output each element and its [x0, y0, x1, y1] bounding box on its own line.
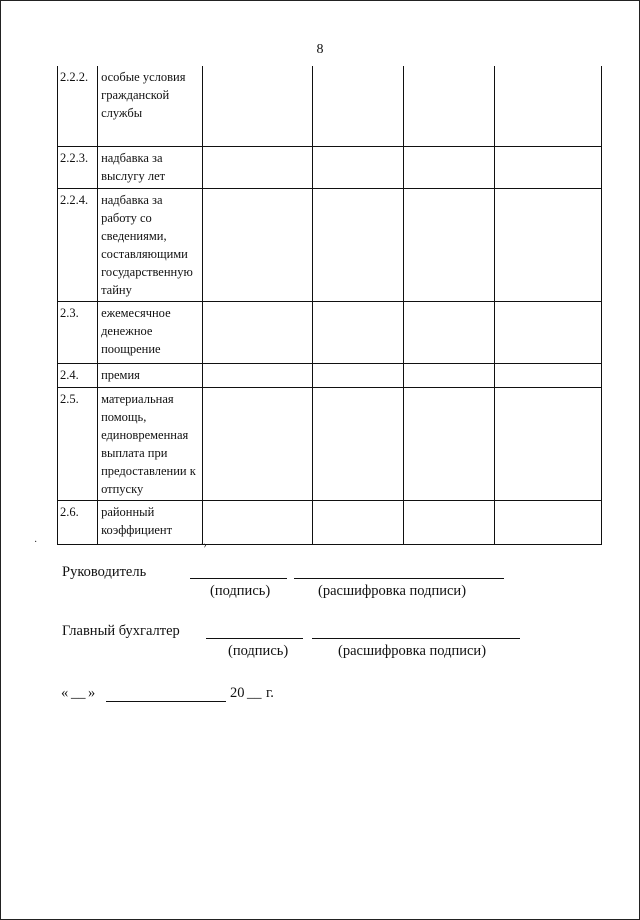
empty-cell — [203, 363, 313, 387]
date-year-suffix: г. — [266, 685, 274, 701]
empty-cell — [313, 188, 403, 301]
empty-cell — [403, 66, 494, 146]
empty-cell — [313, 66, 403, 146]
empty-cell — [494, 500, 601, 544]
head-signature-line — [190, 578, 287, 579]
date-open-quote: « — [61, 685, 69, 701]
head-decode-caption: (расшифровка подписи) — [318, 583, 467, 599]
row-label: ежемесячное денежное поощрение — [98, 301, 203, 363]
empty-cell — [203, 188, 313, 301]
payments-table — [57, 66, 602, 545]
empty-cell — [313, 500, 403, 544]
date-close-quote: » — [88, 685, 96, 701]
accountant-signature-caption: (подпись) — [228, 643, 289, 659]
empty-cell — [403, 301, 494, 363]
date-year-prefix: 20 — [230, 685, 245, 701]
row-number: 2.2.4. — [58, 188, 98, 301]
empty-cell — [203, 500, 313, 544]
empty-cell — [494, 363, 601, 387]
date-month-line — [106, 701, 226, 702]
empty-cell — [203, 387, 313, 500]
table-row — [58, 146, 602, 188]
row-number: 2.4. — [58, 363, 98, 387]
empty-cell — [403, 387, 494, 500]
table-row — [58, 387, 602, 500]
empty-cell — [203, 66, 313, 146]
accountant-label: Главный бухгалтер — [62, 623, 180, 639]
empty-cell — [313, 301, 403, 363]
empty-cell — [403, 363, 494, 387]
scan-artifact: ·› — [200, 540, 207, 551]
table-row — [58, 500, 602, 544]
table-row — [58, 188, 602, 301]
empty-cell — [494, 188, 601, 301]
row-label: надбавка за работу со сведениями, составляющими государственную тайну — [98, 188, 203, 301]
empty-cell — [494, 146, 601, 188]
empty-cell — [494, 301, 601, 363]
page-number: 8 — [316, 42, 324, 57]
row-label: надбавка за выслугу лет — [98, 146, 203, 188]
head-label: Руководитель — [62, 564, 147, 580]
empty-cell — [203, 301, 313, 363]
row-label: премия — [98, 363, 203, 387]
row-number: 2.6. — [58, 500, 98, 544]
accountant-decode-line — [312, 638, 520, 639]
date-year-blank: __ — [247, 685, 262, 701]
empty-cell — [313, 387, 403, 500]
empty-cell — [403, 188, 494, 301]
row-number: 2.3. — [58, 301, 98, 363]
row-label: материальная помощь, единовременная выплата при предоставлении к отпуску — [98, 387, 203, 500]
row-label: районный коэффициент — [98, 500, 203, 544]
accountant-signature-line — [206, 638, 303, 639]
row-number: 2.5. — [58, 387, 98, 500]
scan-artifact: · — [34, 537, 38, 548]
empty-cell — [494, 66, 601, 146]
row-number: 2.2.3. — [58, 146, 98, 188]
empty-cell — [313, 363, 403, 387]
empty-cell — [203, 146, 313, 188]
table-row — [58, 301, 602, 363]
empty-cell — [403, 146, 494, 188]
empty-cell — [494, 387, 601, 500]
accountant-decode-caption: (расшифровка подписи) — [338, 643, 487, 659]
date-day-blank: __ — [71, 685, 86, 701]
head-decode-line — [294, 578, 504, 579]
head-signature-caption: (подпись) — [210, 583, 271, 599]
table-row — [58, 66, 602, 146]
table-row — [58, 363, 602, 387]
empty-cell — [403, 500, 494, 544]
empty-cell — [313, 146, 403, 188]
row-number: 2.2.2. — [58, 66, 98, 146]
row-label: особые условия гражданской службы — [98, 66, 203, 146]
